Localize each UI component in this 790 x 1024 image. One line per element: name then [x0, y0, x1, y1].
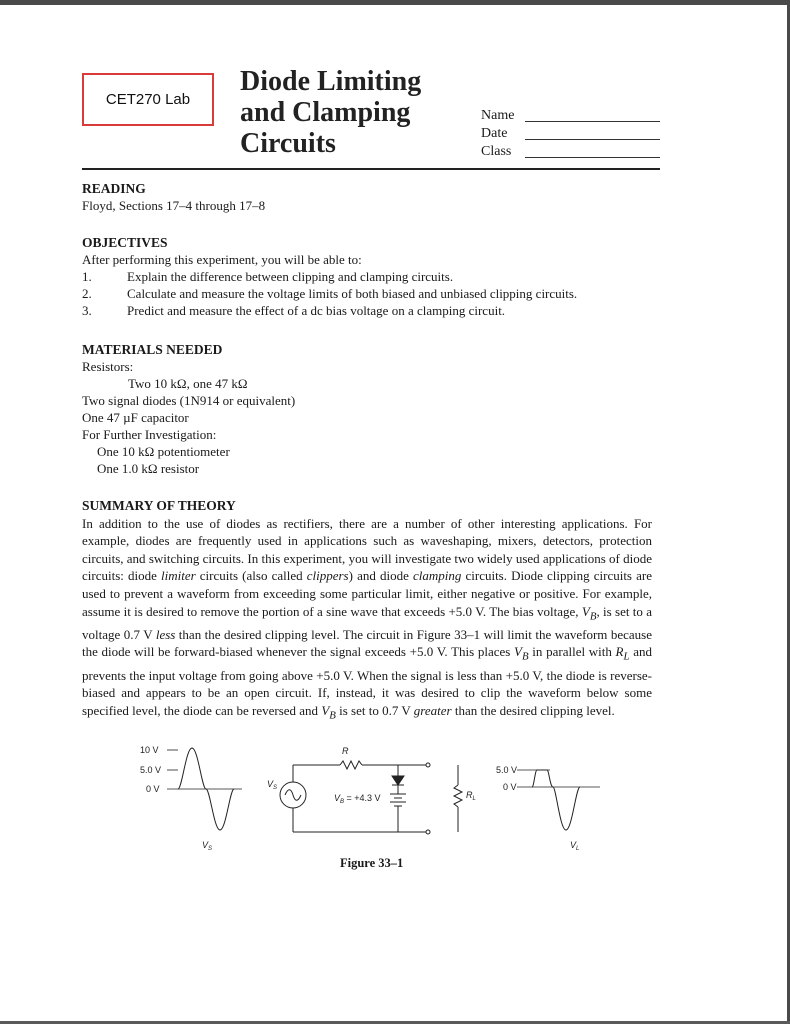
name-field[interactable]: Name [481, 107, 660, 125]
further-item: One 1.0 kΩ resistor [97, 461, 200, 476]
vb-label: $V_B = +4.3$ V [334, 793, 381, 805]
reading-text: Floyd, Sections 17–4 through 17–8 [82, 198, 266, 213]
resistors-label: Resistors: [82, 359, 134, 374]
title-line-1: Diode Limiting [240, 66, 422, 97]
output-level-5v: 5.0 V [496, 765, 518, 775]
resistors-list: Two 10 kΩ, one 47 kΩ [128, 376, 248, 391]
objectives-heading: OBJECTIVES [82, 235, 168, 250]
student-fields [481, 107, 660, 161]
objectives-section [82, 234, 577, 319]
further-label: For Further Investigation: [82, 427, 217, 442]
figure-caption: Figure 33–1 [340, 856, 404, 870]
title-line-2: and Clamping [240, 97, 411, 128]
course-lab-label: CET270 Lab [105, 91, 191, 108]
objective-item: 2. Calculate and measure the voltage limits of both biased and unbiased clipping circuits. [82, 286, 578, 301]
objective-item: 3. Predict and measure the effect of a dc bias voltage on a clamping circuit. [82, 303, 506, 318]
input-level-10v: 10 V [140, 745, 159, 755]
objectives-intro: After performing this experiment, you will be able to: [82, 252, 362, 267]
input-waveform [140, 745, 242, 852]
output-level-0v: 0 V [503, 782, 517, 792]
vs-label-bottom: $V_S$ [202, 840, 213, 852]
title-line-3: Circuits [240, 128, 336, 159]
rl-label: $R_L$ [466, 790, 476, 802]
theory-heading: SUMMARY OF THEORY [82, 498, 236, 513]
theory-paragraph: In addition to the use of diodes as rectifiers, there are a number of other interesting applications. For example, diodes are frequently used in applications such as waveshaping, mixers, detectors, protection circuits, and switching circuits. In this experiment, you will investigate two widely used applications of diode circuits: diode limiter circuits (also called clippers) and diode clamping circuits. Diode clipping circuits are used to prevent a waveform from exceeding some particular limit, either negative or positive. For example, assume it is desired to remove the portion of a sine wave that exceeds +5.0 V. The bias voltage, $V_B$, is set to a voltage 0.7 V less than the desired clipping level. The circuit in Figure 33–1 will limit the waveform because the diode will be forward-biased whenever the signal exceeds +5.0 V. This places $V_B$ in parallel with $R_L$ and prevents the input voltage from going above +5.0 V. When the signal is less than +5.0 V, the diode is reverse-biased and appears to be an open circuit. If, instead, it was desired to clip the waveform below some specified level, the diode can be reversed and $V_B$ is set to 0.7 V greater than the desired clipping level. [82, 515, 653, 722]
further-item: One 10 kΩ potentiometer [97, 444, 230, 459]
circuit-figure [130, 740, 630, 855]
reading-section [82, 180, 265, 214]
date-field[interactable]: Date [481, 125, 660, 143]
header-rule [82, 168, 660, 170]
course-lab-box [82, 73, 214, 126]
materials-heading: MATERIALS NEEDED [82, 342, 223, 357]
page-title [240, 66, 470, 159]
theory-section [82, 497, 652, 725]
page-frame-top [0, 0, 790, 5]
reading-heading: READING [82, 181, 146, 196]
output-waveform [496, 765, 600, 852]
input-level-0v: 0 V [146, 784, 160, 794]
input-level-5v: 5.0 V [140, 765, 162, 775]
vl-label: $V_L$ [570, 840, 580, 852]
diodes-item: Two signal diodes (1N914 or equivalent) [82, 393, 296, 408]
vs-label-circuit: $V_S$ [267, 779, 278, 791]
objective-item: 1. Explain the difference between clipping and clamping circuits. [82, 269, 454, 284]
class-field[interactable]: Class [481, 143, 660, 161]
capacitor-item: One 47 µF capacitor [82, 410, 189, 425]
r-label: R [342, 746, 349, 756]
materials-section [82, 341, 295, 477]
